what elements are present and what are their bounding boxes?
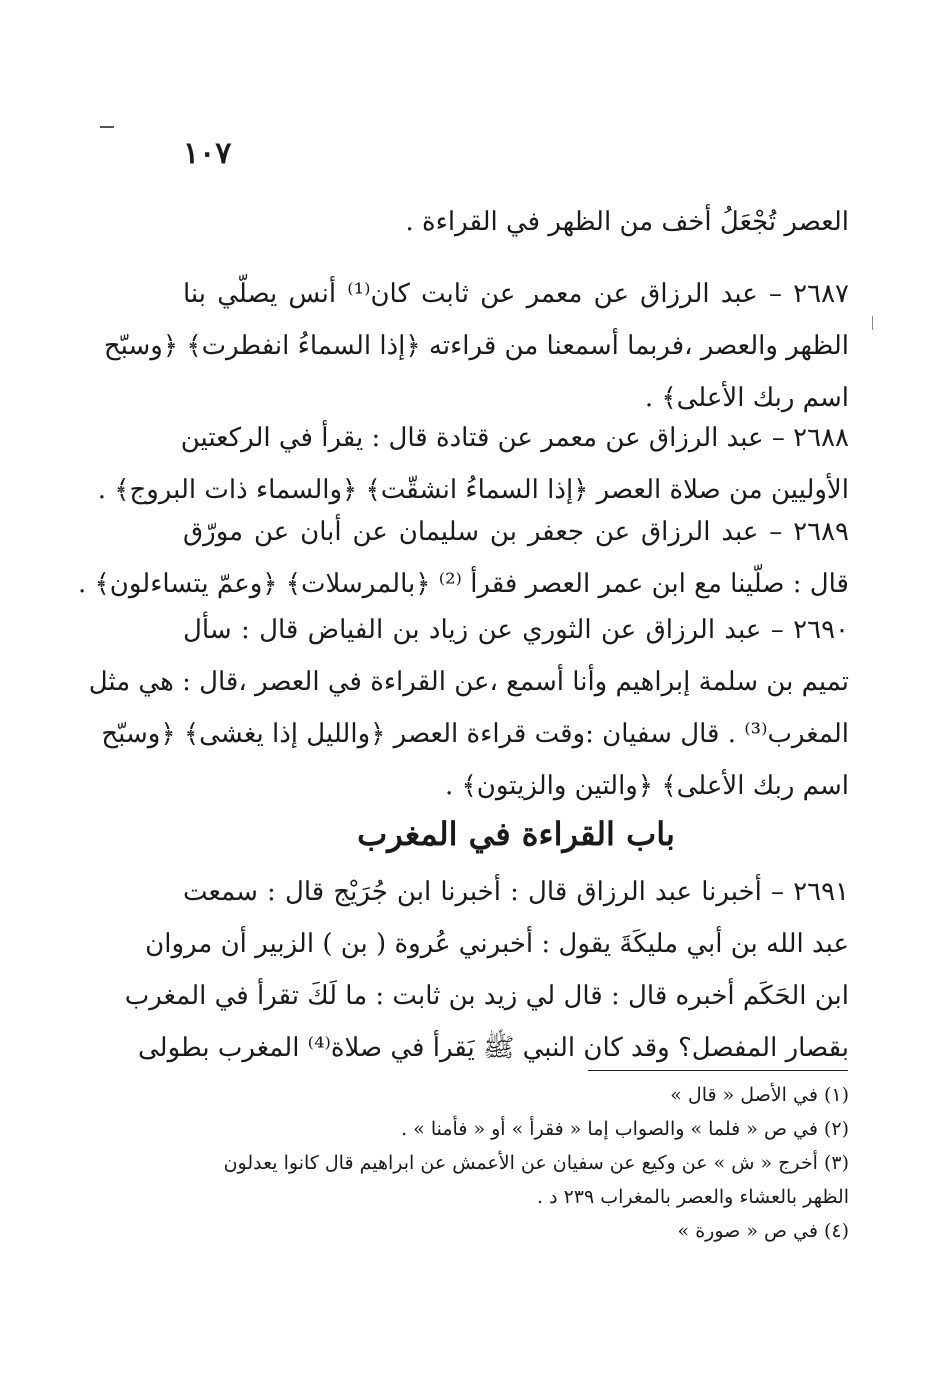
hadith-2687 xyxy=(103,268,850,424)
text-line: ٢٦٨٩ – عبد الرزاق عن جعفر بن سليمان عن أبان عن مورّق xyxy=(183,517,849,547)
scan-artifact-mark xyxy=(866,316,873,330)
text-line: ٢٦٨٧ – عبد الرزاق عن معمر عن ثابت كان⁽¹⁾ أنس يصلّي بنا xyxy=(183,279,850,309)
text-line: ٢٦٩٠ – عبد الرزاق عن الثوري عن زياد بن الفياض قال : سأل xyxy=(183,615,849,645)
footnote-divider xyxy=(588,1070,848,1071)
hadith-2689 xyxy=(77,506,849,610)
text-line: قال : صلّينا مع ابن عمر العصر فقرأ ⁽²⁾ ﴿بالمرسلات﴾ ﴿وعمّ يتساءلون﴾ . xyxy=(77,569,849,599)
text-line: ٢٦٩١ – أخبرنا عبد الرزاق قال : أخبرنا ابن جُرَيْج قال : سمعت xyxy=(183,877,849,907)
page-number: ١٠٧ xyxy=(183,136,232,171)
intro-paragraph xyxy=(183,196,849,248)
text-line: العصر تُجْعَلُ أخف من الظهر في القراءة . xyxy=(405,207,849,237)
text-line: بقصار المفصل؟ وقد كان النبي ﷺ يَقرأ في صلاة⁽⁴⁾ المغرب بطولى xyxy=(138,1033,849,1063)
text-line: عبد الله بن أبي مليكَةَ يقول : أخبرني عُروة ( بن ) الزبير أن مروان xyxy=(145,929,849,959)
text-line: الأوليين من صلاة العصر ﴿إذا السماءُ انشقّت﴾ ﴿والسماء ذات البروج﴾ . xyxy=(97,475,849,505)
footnote-2: (٢) في ص « فلما » والصواب إما « فقرأ » أو « فأمنا » . xyxy=(401,1118,849,1140)
footnote-4: (٤) في ص « صورة » xyxy=(677,1220,849,1242)
scan-artifact-mark xyxy=(100,126,114,128)
text-line: ابن الحَكَم أخبره قال : قال لي زيد بن ثابت : ما لَكَ تقرأ في المغرب xyxy=(124,981,849,1011)
text-line: تميم بن سلمة إبراهيم وأنا أسمع ،عن القراءة في العصر ،قال : هي مثل xyxy=(88,667,849,697)
text-line: الظهر والعصر ،فربما أسمعنا من قراءته ﴿إذا السماءُ انفطرت﴾ ﴿وسبّح xyxy=(103,331,849,361)
footnotes xyxy=(183,1078,849,1248)
footnote-3: (٣) أخرج « ش » عن وكيع عن سفيان عن الأعمش عن ابراهيم قال كانوا يعدلون xyxy=(223,1152,849,1174)
hadith-2688 xyxy=(97,412,849,516)
chapter-heading: باب القراءة في المغرب xyxy=(357,815,675,853)
text-line: اسم ربك الأعلى﴾ . xyxy=(644,383,849,413)
text-line: المغرب⁽³⁾ . قال سفيان :وقت قراءة العصر ﴿والليل إذا يغشى﴾ ﴿وسبّح xyxy=(101,719,849,749)
footnote-1: (١) في الأصل « قال » xyxy=(670,1084,849,1106)
hadith-2691 xyxy=(124,866,849,1074)
text-line: ٢٦٨٨ – عبد الرزاق عن معمر عن قتادة قال : يقرأ في الركعتين xyxy=(180,423,849,453)
hadith-2690 xyxy=(88,604,849,812)
footnote-3-continued: الظهر بالعشاء والعصر بالمغراب ٢٣٩ د . xyxy=(536,1186,849,1208)
text-line: اسم ربك الأعلى﴾ ﴿والتين والزيتون﴾ . xyxy=(445,771,849,801)
